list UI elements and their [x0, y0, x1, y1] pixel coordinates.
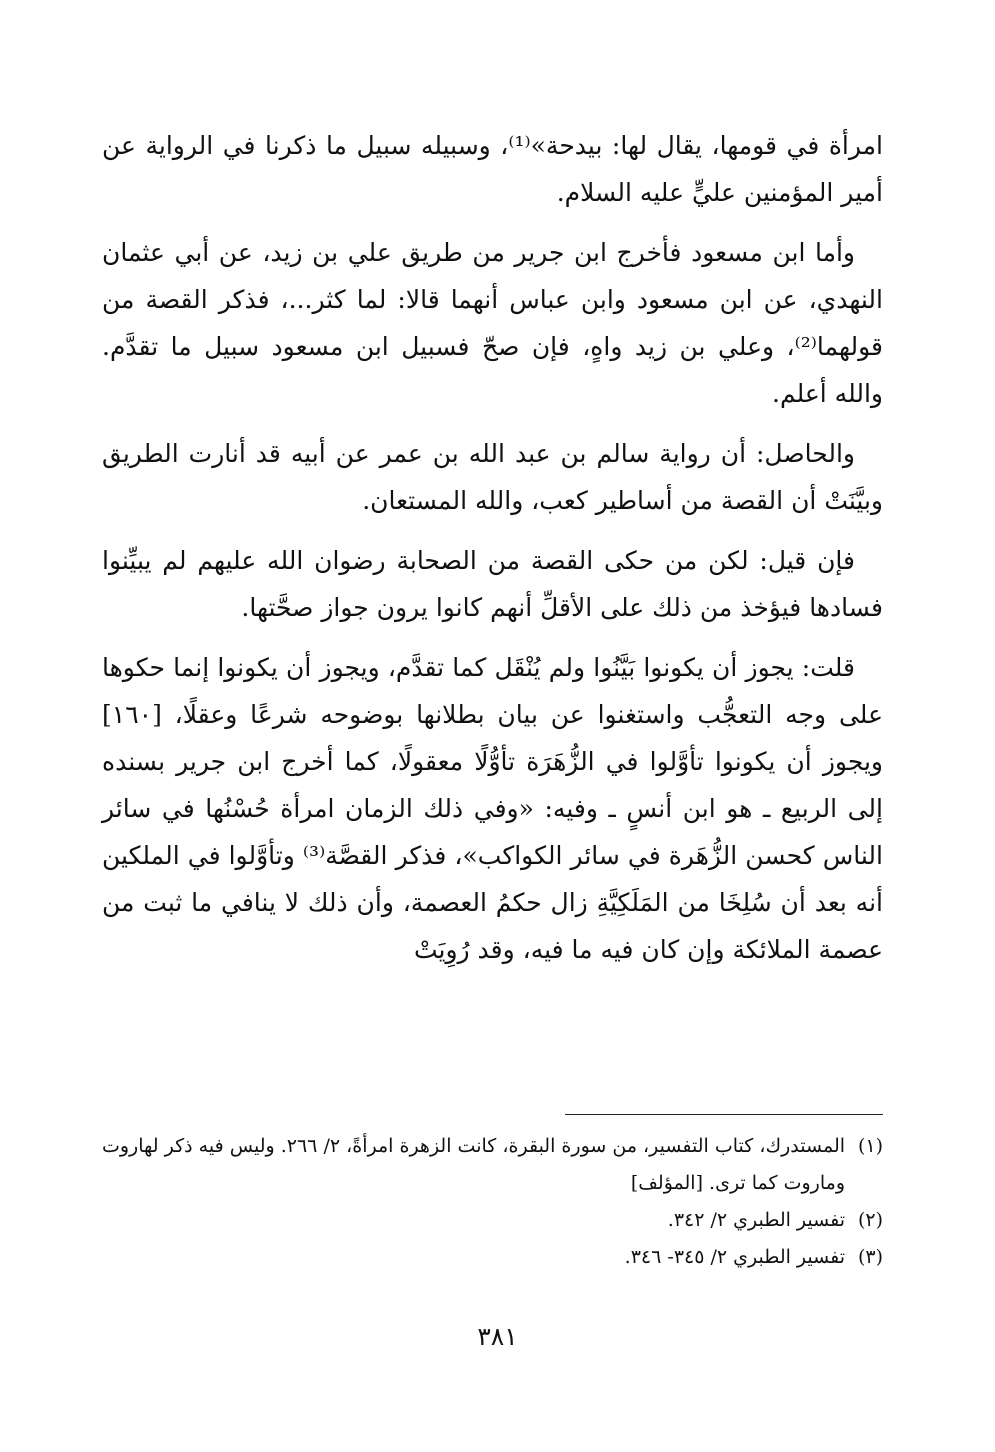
footnote-number: (٢) — [857, 1209, 883, 1231]
footnote-text: تفسير الطبري ٢/ ٣٤٥- ٣٤٦. — [624, 1246, 845, 1268]
footnote-text: المستدرك، كتاب التفسير، من سورة البقرة، كانت الزهرة امرأةً، ٢/ ٢٦٦. وليس فيه ذكر لهاروت وماروت كما ترى. [المؤلف] — [102, 1135, 846, 1194]
paragraph-2: وأما ابن مسعود فأخرج ابن جرير من طريق علي بن زيد، عن أبي عثمان النهدي، عن ابن مسعود وابن عباس أنهما قالا: لما كثر...، فذكر القصة من قولهما⁽²⁾، وعلي بن زيد واهٍ، فإن صحّ فسبيل ابن مسعود سبيل ما تقدَّم. والله أعلم. — [102, 238, 883, 408]
footnotes — [102, 1128, 883, 1276]
footnote-1 — [102, 1128, 883, 1202]
footnote-number: (١) — [857, 1135, 883, 1157]
footnote-3 — [102, 1239, 883, 1276]
footnote-text: تفسير الطبري ٢/ ٣٤٢. — [667, 1209, 845, 1231]
page-number: ٣٨١ — [477, 1322, 518, 1351]
paragraph-5: قلت: يجوز أن يكونوا بَيَّنُوا ولم يُنْقَل كما تقدَّم، ويجوز أن يكونوا إنما حكوها على وجه التعجُّب واستغنوا عن بيان بطلانها بوضوحه شرعًا وعقلًا، [١٦٠] ويجوز أن يكونوا تأوَّلوا في الزُّهَرَة تأوُّلًا معقولًا، كما أخرج ابن جرير بسنده إلى الربيع ـ هو ابن أنسٍ ـ وفيه: «وفي ذلك الزمان امرأة حُسْنُها في سائر الناس كحسن الزُّهَرة في سائر الكواكب»، فذكر القصَّة⁽³⁾ وتأوَّلوا في الملكين أنه بعد أن سُلِخَا من المَلَكِيَّةِ زال حكمُ العصمة، وأن ذلك لا ينافي ما ثبت من عصمة الملائكة وإن كان فيه ما فيه، وقد رُوِيَتْ — [102, 653, 883, 964]
footnote-divider — [565, 1114, 883, 1115]
paragraph-1: امرأة في قومها، يقال لها: بيدحة»⁽¹⁾، وسبيله سبيل ما ذكرنا في الرواية عن أمير المؤمنين عليٍّ عليه السلام. — [102, 131, 883, 207]
paragraph-3: والحاصل: أن رواية سالم بن عبد الله بن عمر عن أبيه قد أنارت الطريق وبيَّنَتْ أن القصة من أساطير كعب، والله المستعان. — [102, 439, 883, 515]
paragraph-4: فإن قيل: لكن من حكى القصة من الصحابة رضوان الله عليهم لم يبيِّنوا فسادها فيؤخذ من ذلك على الأقلِّ أنهم كانوا يرون جواز صحَّتها. — [102, 546, 883, 622]
footnote-number: (٣) — [857, 1246, 883, 1268]
main-text — [102, 122, 883, 986]
footnote-2 — [102, 1202, 883, 1239]
